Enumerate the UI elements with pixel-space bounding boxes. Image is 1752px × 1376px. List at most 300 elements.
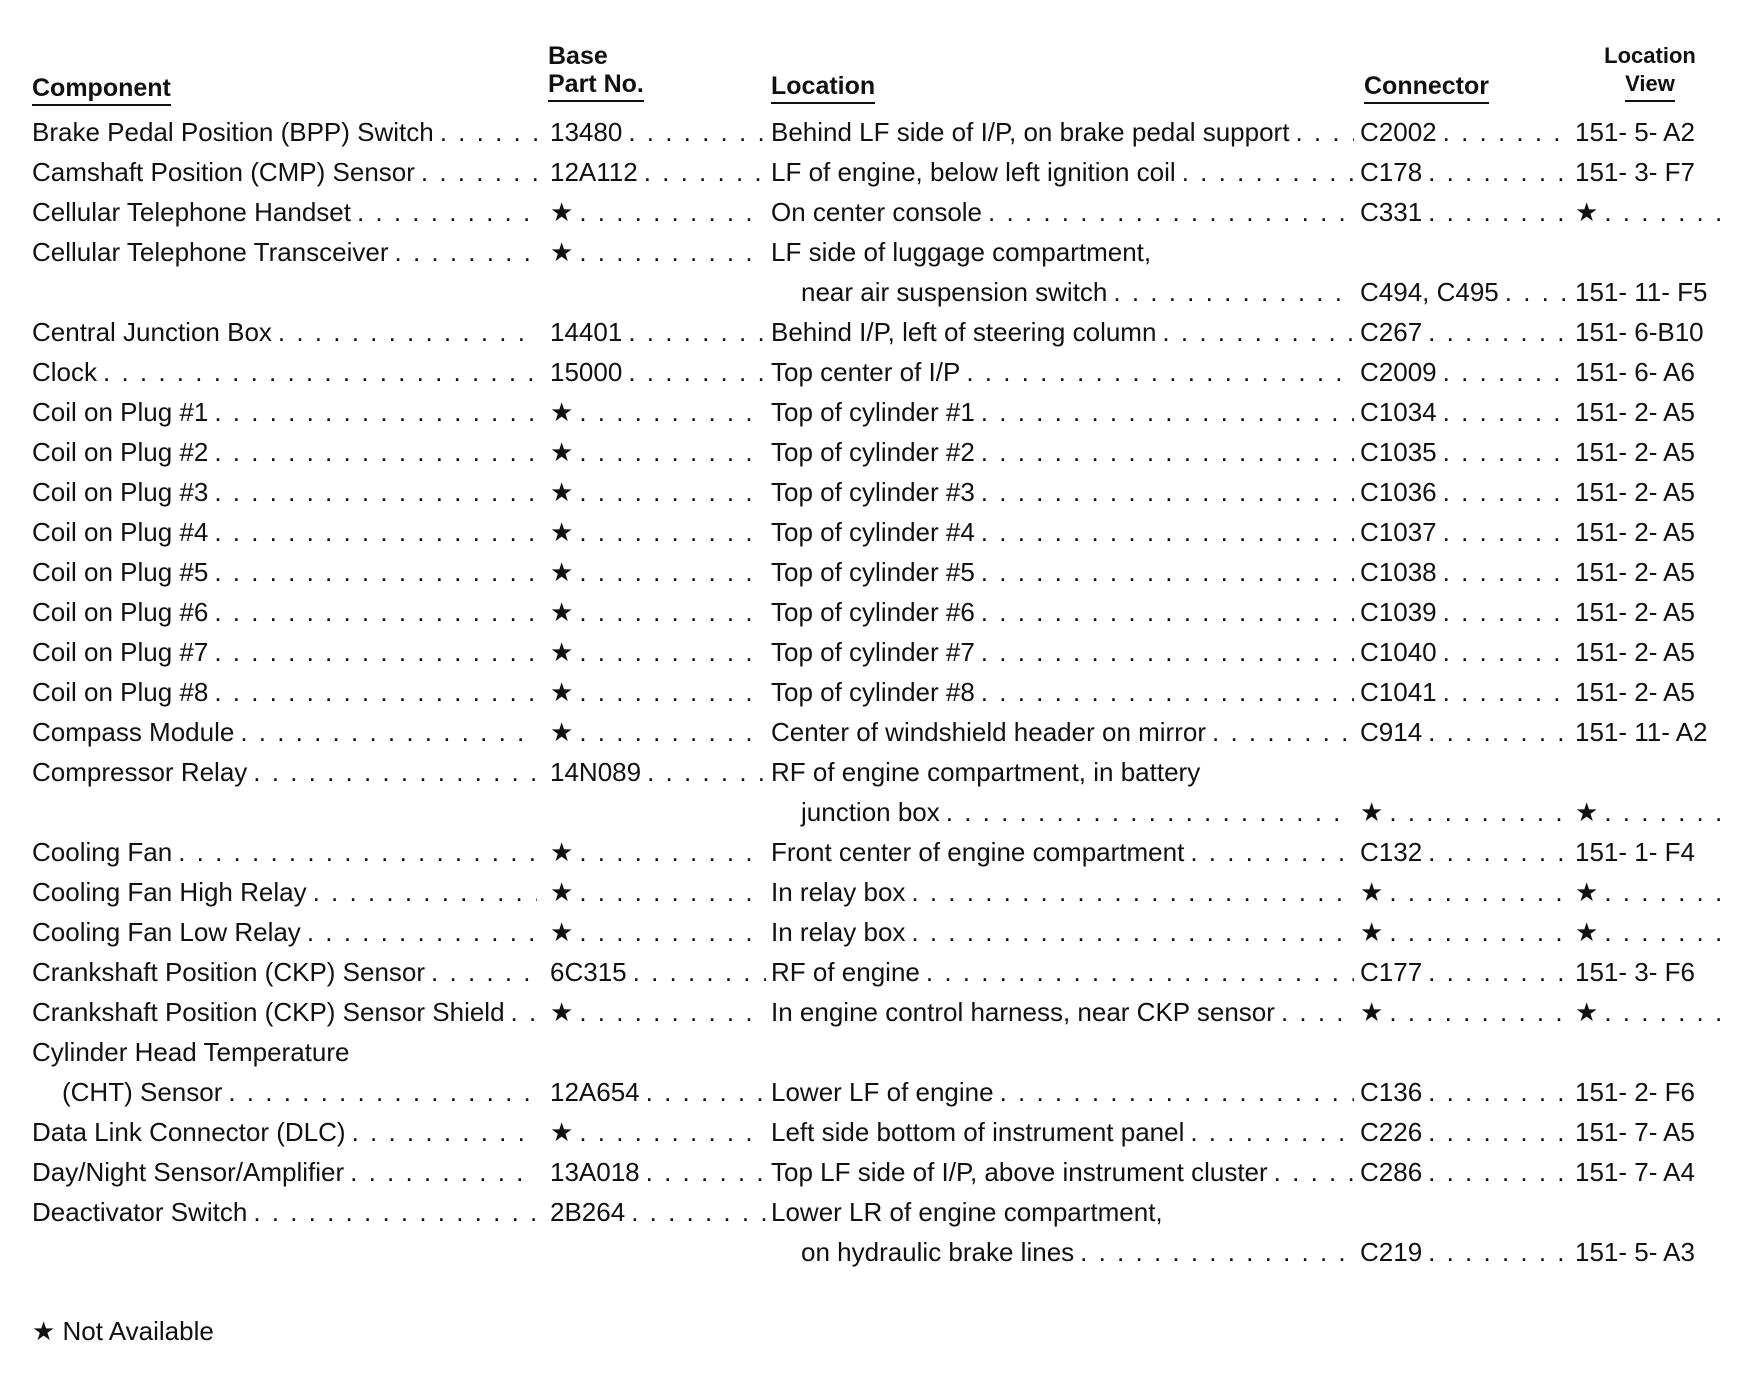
part-number-cell xyxy=(550,392,766,432)
dot-leader xyxy=(421,152,537,192)
location-cell xyxy=(771,392,1354,432)
dot-leader xyxy=(511,992,537,1032)
component-cell xyxy=(32,232,537,272)
component-cell-text: Coil on Plug #6 xyxy=(32,597,209,627)
connector-cell xyxy=(1360,1112,1574,1152)
location-view-cell xyxy=(1575,1152,1725,1192)
component-cell xyxy=(32,552,537,592)
dot-leader xyxy=(1428,312,1574,352)
dot-leader xyxy=(1295,112,1354,152)
component-cell xyxy=(32,512,537,552)
dot-leader xyxy=(1190,832,1354,872)
dot-leader xyxy=(214,392,537,432)
part-number-cell xyxy=(550,272,766,312)
connector-cell-text: ★ xyxy=(1360,877,1384,907)
dot-leader xyxy=(1428,192,1574,232)
table-row xyxy=(0,1232,1752,1272)
connector-cell-text: C136 xyxy=(1360,1077,1423,1107)
location-view-cell xyxy=(1575,672,1725,712)
dot-leader xyxy=(1080,1232,1354,1272)
connector-cell xyxy=(1360,592,1574,632)
dot-leader xyxy=(579,872,766,912)
location-view-cell xyxy=(1575,112,1725,152)
part-number-cell-text: ★ xyxy=(550,437,574,467)
dot-leader xyxy=(1428,832,1574,872)
part-number-cell-text: ★ xyxy=(550,197,574,227)
component-cell-text: Coil on Plug #7 xyxy=(32,637,209,667)
dot-leader xyxy=(1274,1152,1354,1192)
footer-note: ★ Not Available xyxy=(32,1316,214,1346)
component-cell-text: Cooling Fan xyxy=(32,837,173,867)
table-row xyxy=(0,192,1752,232)
component-cell xyxy=(32,352,537,392)
location-cell-text: Left side bottom of instrument panel xyxy=(771,1117,1185,1147)
table-row xyxy=(0,712,1752,752)
dot-leader xyxy=(946,792,1354,832)
part-number-cell-text: ★ xyxy=(550,677,574,707)
part-number-cell xyxy=(550,432,766,472)
location-view-cell xyxy=(1575,152,1725,192)
connector-cell-text: C1038 xyxy=(1360,557,1437,587)
location-view-cell xyxy=(1575,312,1725,352)
dot-leader xyxy=(1443,632,1574,672)
connector-cell-text: C914 xyxy=(1360,717,1423,747)
connector-cell xyxy=(1360,192,1574,232)
dot-leader xyxy=(1190,1112,1354,1152)
location-view-cell xyxy=(1575,232,1725,272)
part-number-cell xyxy=(550,192,766,232)
dot-leader xyxy=(981,592,1354,632)
dot-leader xyxy=(253,1192,537,1232)
part-number-cell xyxy=(550,1112,766,1152)
connector-cell-text: C2002 xyxy=(1360,117,1437,147)
table-row xyxy=(0,1192,1752,1232)
component-cell-text: Coil on Plug #1 xyxy=(32,397,209,427)
dot-leader xyxy=(307,912,537,952)
dot-leader xyxy=(579,592,766,632)
location-view-cell-text: 151- 7- A4 xyxy=(1575,1157,1695,1187)
header-connector: Connector xyxy=(1364,72,1489,104)
dot-leader xyxy=(631,1192,766,1232)
part-number-cell-text: ★ xyxy=(550,877,574,907)
location-view-cell-text: 151- 2- A5 xyxy=(1575,477,1695,507)
connector-cell xyxy=(1360,752,1574,792)
part-number-cell-text: 6C315 xyxy=(550,957,627,987)
component-cell xyxy=(32,712,537,752)
dot-leader xyxy=(1443,392,1574,432)
location-view-cell-text: 151- 3- F6 xyxy=(1575,957,1695,987)
location-cell xyxy=(771,952,1354,992)
location-cell-text: Top center of I/P xyxy=(771,357,961,387)
table-row xyxy=(0,872,1752,912)
table-row xyxy=(0,392,1752,432)
part-number-cell xyxy=(550,712,766,752)
connector-cell xyxy=(1360,512,1574,552)
dot-leader xyxy=(579,232,766,272)
dot-leader xyxy=(1443,552,1574,592)
dot-leader xyxy=(214,552,537,592)
part-number-cell-text: ★ xyxy=(550,237,574,267)
location-view-cell xyxy=(1575,1112,1725,1152)
location-cell-text: Lower LF of engine xyxy=(771,1077,994,1107)
dot-leader xyxy=(981,512,1354,552)
part-number-cell-text: ★ xyxy=(550,1117,574,1147)
location-cell-text: junction box xyxy=(801,797,940,827)
dot-leader xyxy=(214,592,537,632)
location-cell-text: Lower LR of engine compartment, xyxy=(771,1197,1163,1227)
dot-leader xyxy=(1428,1112,1574,1152)
dot-leader xyxy=(981,672,1354,712)
dot-leader xyxy=(579,472,766,512)
table-row xyxy=(0,912,1752,952)
table-row xyxy=(0,632,1752,672)
header-component: Component xyxy=(32,74,171,106)
connector-cell-text: C286 xyxy=(1360,1157,1423,1187)
dot-leader xyxy=(1604,872,1725,912)
component-cell xyxy=(32,872,537,912)
location-view-cell xyxy=(1575,752,1725,792)
location-view-cell-text: 151- 6-B10 xyxy=(1575,317,1704,347)
part-number-cell-text: ★ xyxy=(550,637,574,667)
connector-cell-text: C1040 xyxy=(1360,637,1437,667)
component-cell xyxy=(32,752,537,792)
part-number-cell-text: 14401 xyxy=(550,317,623,347)
dot-leader xyxy=(981,432,1354,472)
table-row xyxy=(0,1032,1752,1072)
connector-cell-text: C331 xyxy=(1360,197,1423,227)
component-cell-text: Brake Pedal Position (BPP) Switch xyxy=(32,117,434,147)
dot-leader xyxy=(633,952,766,992)
connector-cell xyxy=(1360,232,1574,272)
part-number-cell-text: 13480 xyxy=(550,117,623,147)
connector-cell xyxy=(1360,632,1574,672)
component-cell-text: Clock xyxy=(32,357,98,387)
location-cell-text: Center of windshield header on mirror xyxy=(771,717,1206,747)
connector-cell xyxy=(1360,472,1574,512)
part-number-cell-text: 13A018 xyxy=(550,1157,640,1187)
dot-leader xyxy=(1000,1072,1354,1112)
location-cell-text: Top of cylinder #3 xyxy=(771,477,975,507)
connector-cell-text: C1041 xyxy=(1360,677,1437,707)
location-cell xyxy=(771,912,1354,952)
location-cell-text: Top of cylinder #1 xyxy=(771,397,975,427)
table-row xyxy=(0,352,1752,392)
location-cell xyxy=(771,872,1354,912)
component-cell xyxy=(32,112,537,152)
table-row xyxy=(0,432,1752,472)
component-cell xyxy=(32,832,537,872)
location-cell xyxy=(771,632,1354,672)
component-cell-text: Compressor Relay xyxy=(32,757,248,787)
dot-leader xyxy=(1428,712,1574,752)
component-cell xyxy=(32,912,537,952)
component-cell-text: Coil on Plug #4 xyxy=(32,517,209,547)
connector-cell-text: C1035 xyxy=(1360,437,1437,467)
dot-leader xyxy=(644,152,766,192)
dot-leader xyxy=(240,712,537,752)
location-view-cell-text: 151- 2- A5 xyxy=(1575,597,1695,627)
dot-leader xyxy=(911,872,1354,912)
part-number-cell-text: ★ xyxy=(550,477,574,507)
location-cell xyxy=(771,272,1354,312)
header-base-part-no xyxy=(548,42,644,102)
header-location-view-line1: Location xyxy=(1604,43,1696,68)
component-cell xyxy=(32,792,537,832)
location-view-cell xyxy=(1575,1192,1725,1232)
dot-leader xyxy=(628,312,766,352)
part-number-cell-text: 2B264 xyxy=(550,1197,626,1227)
location-cell xyxy=(771,1192,1354,1232)
part-number-cell xyxy=(550,1192,766,1232)
table-row xyxy=(0,952,1752,992)
location-view-cell xyxy=(1575,192,1725,232)
dot-leader xyxy=(214,472,537,512)
table-row xyxy=(0,792,1752,832)
component-cell-text: Day/Night Sensor/Amplifier xyxy=(32,1157,345,1187)
location-cell xyxy=(771,832,1354,872)
connector-cell-text: ★ xyxy=(1360,997,1384,1027)
dot-leader xyxy=(1428,1072,1574,1112)
dot-leader xyxy=(1443,112,1574,152)
dot-leader xyxy=(1443,432,1574,472)
connector-cell-text: C178 xyxy=(1360,157,1423,187)
location-view-cell-text: 151- 5- A3 xyxy=(1575,1237,1695,1267)
dot-leader xyxy=(1428,1152,1574,1192)
component-cell-text: Cellular Telephone Handset xyxy=(32,197,351,227)
location-cell-text: Top of cylinder #6 xyxy=(771,597,975,627)
location-cell-text: LF side of luggage compartment, xyxy=(771,237,1152,267)
component-cell-text: Central Junction Box xyxy=(32,317,272,347)
part-number-cell xyxy=(550,1152,766,1192)
dot-leader xyxy=(313,872,537,912)
location-view-cell xyxy=(1575,912,1725,952)
connector-cell-text: C1034 xyxy=(1360,397,1437,427)
location-view-cell xyxy=(1575,832,1725,872)
connector-cell xyxy=(1360,1072,1574,1112)
component-cell xyxy=(32,472,537,512)
location-view-cell xyxy=(1575,432,1725,472)
location-view-cell xyxy=(1575,632,1725,672)
dot-leader xyxy=(1443,472,1574,512)
dot-leader xyxy=(1182,152,1354,192)
component-cell-text: Coil on Plug #5 xyxy=(32,557,209,587)
dot-leader xyxy=(579,1112,766,1152)
dot-leader xyxy=(1443,512,1574,552)
location-cell-text: RF of engine xyxy=(771,957,920,987)
dot-leader xyxy=(1443,352,1574,392)
table-row xyxy=(0,152,1752,192)
connector-cell xyxy=(1360,912,1574,952)
component-cell xyxy=(32,1192,537,1232)
dot-leader xyxy=(1443,672,1574,712)
dot-leader xyxy=(926,952,1354,992)
location-view-cell xyxy=(1575,512,1725,552)
dot-leader xyxy=(579,512,766,552)
location-view-cell-text: 151- 2- A5 xyxy=(1575,637,1695,667)
dot-leader xyxy=(350,1152,537,1192)
dot-leader xyxy=(981,472,1354,512)
connector-cell-text: C2009 xyxy=(1360,357,1437,387)
component-cell-text: Compass Module xyxy=(32,717,235,747)
dot-leader xyxy=(357,192,537,232)
location-cell xyxy=(771,752,1354,792)
location-cell-text: LF of engine, below left ignition coil xyxy=(771,157,1176,187)
location-cell xyxy=(771,152,1354,192)
dot-leader xyxy=(646,1072,766,1112)
connector-cell xyxy=(1360,352,1574,392)
location-cell xyxy=(771,472,1354,512)
part-number-cell xyxy=(550,832,766,872)
dot-leader xyxy=(579,832,766,872)
location-view-cell-text: ★ xyxy=(1575,997,1599,1027)
part-number-cell xyxy=(550,552,766,592)
table-row xyxy=(0,992,1752,1032)
location-cell xyxy=(771,512,1354,552)
dot-leader xyxy=(1389,872,1574,912)
dot-leader xyxy=(214,432,537,472)
connector-cell xyxy=(1360,432,1574,472)
connector-cell-text: C1039 xyxy=(1360,597,1437,627)
dot-leader xyxy=(1428,152,1574,192)
dot-leader xyxy=(911,912,1354,952)
location-cell-text: Top LF side of I/P, above instrument cluster xyxy=(771,1157,1268,1187)
part-number-cell xyxy=(550,152,766,192)
component-cell xyxy=(32,432,537,472)
component-cell-text: Cooling Fan High Relay xyxy=(32,877,307,907)
location-view-cell-text: 151- 3- F7 xyxy=(1575,157,1695,187)
location-cell-text: Front center of engine compartment xyxy=(771,837,1185,867)
connector-cell-text: C226 xyxy=(1360,1117,1423,1147)
table-row xyxy=(0,1112,1752,1152)
part-number-cell xyxy=(550,592,766,632)
location-view-cell-text: 151- 2- A5 xyxy=(1575,677,1695,707)
table-row xyxy=(0,312,1752,352)
component-cell xyxy=(32,1112,537,1152)
dot-leader xyxy=(1604,992,1725,1032)
dot-leader xyxy=(352,1112,537,1152)
dot-leader xyxy=(1604,792,1725,832)
header-location: Location xyxy=(771,72,875,104)
connector-cell xyxy=(1360,1232,1574,1272)
connector-cell-text: ★ xyxy=(1360,797,1384,827)
location-view-cell-text: ★ xyxy=(1575,197,1599,227)
header-location-view xyxy=(1590,42,1710,102)
table-row xyxy=(0,672,1752,712)
component-cell xyxy=(32,1232,537,1272)
table-row xyxy=(0,592,1752,632)
component-cell-text: Coil on Plug #2 xyxy=(32,437,209,467)
dot-leader xyxy=(1389,912,1574,952)
component-cell xyxy=(32,192,537,232)
connector-cell xyxy=(1360,272,1574,312)
location-view-cell xyxy=(1575,992,1725,1032)
component-cell-text: Coil on Plug #3 xyxy=(32,477,209,507)
location-cell-text: In relay box xyxy=(771,917,906,947)
dot-leader xyxy=(214,672,537,712)
part-number-cell xyxy=(550,1232,766,1272)
location-cell xyxy=(771,592,1354,632)
component-cell-text: Coil on Plug #8 xyxy=(32,677,209,707)
connector-cell xyxy=(1360,112,1574,152)
dot-leader xyxy=(1281,992,1354,1032)
location-view-cell-text: ★ xyxy=(1575,797,1599,827)
location-cell-text: Behind I/P, left of steering column xyxy=(771,317,1157,347)
part-number-cell xyxy=(550,752,766,792)
dot-leader xyxy=(966,352,1354,392)
component-cell-text: Crankshaft Position (CKP) Sensor Shield xyxy=(32,997,505,1027)
part-number-cell xyxy=(550,472,766,512)
location-cell xyxy=(771,352,1354,392)
component-cell xyxy=(32,392,537,432)
connector-cell xyxy=(1360,672,1574,712)
location-cell xyxy=(771,992,1354,1032)
dot-leader xyxy=(579,552,766,592)
part-number-cell xyxy=(550,1032,766,1072)
dot-leader xyxy=(579,392,766,432)
connector-cell xyxy=(1360,152,1574,192)
location-view-cell xyxy=(1575,952,1725,992)
component-cell xyxy=(32,1152,537,1192)
part-number-cell xyxy=(550,992,766,1032)
table-row xyxy=(0,472,1752,512)
location-view-cell-text: 151- 7- A5 xyxy=(1575,1117,1695,1147)
connector-cell xyxy=(1360,1192,1574,1232)
location-view-cell xyxy=(1575,1032,1725,1072)
part-number-cell-text: ★ xyxy=(550,397,574,427)
dot-leader xyxy=(214,632,537,672)
component-cell-text: (CHT) Sensor xyxy=(62,1077,223,1107)
table-row xyxy=(0,1072,1752,1112)
component-cell xyxy=(32,152,537,192)
location-cell-text: In relay box xyxy=(771,877,906,907)
connector-cell xyxy=(1360,712,1574,752)
dot-leader xyxy=(1604,192,1725,232)
dot-leader xyxy=(579,672,766,712)
connector-cell-text: C1037 xyxy=(1360,517,1437,547)
connector-cell-text: ★ xyxy=(1360,917,1384,947)
header-base-part-no-line1: Base xyxy=(548,42,608,70)
location-view-cell xyxy=(1575,592,1725,632)
location-view-cell xyxy=(1575,1232,1725,1272)
location-cell xyxy=(771,112,1354,152)
connector-cell xyxy=(1360,832,1574,872)
component-cell xyxy=(32,1072,537,1112)
table-row xyxy=(0,1152,1752,1192)
location-cell xyxy=(771,312,1354,352)
location-cell-text: Top of cylinder #7 xyxy=(771,637,975,667)
dot-leader xyxy=(647,752,766,792)
dot-leader xyxy=(981,392,1354,432)
location-view-cell-text: 151- 2- F6 xyxy=(1575,1077,1695,1107)
location-cell-text: In engine control harness, near CKP sensor xyxy=(771,997,1275,1027)
connector-cell-text: C1036 xyxy=(1360,477,1437,507)
connector-cell xyxy=(1360,552,1574,592)
location-view-cell xyxy=(1575,872,1725,912)
location-view-cell-text: ★ xyxy=(1575,917,1599,947)
location-cell-text: Behind LF side of I/P, on brake pedal support xyxy=(771,117,1290,147)
dot-leader xyxy=(646,1152,766,1192)
part-number-cell-text: 12A112 xyxy=(550,157,638,187)
component-cell xyxy=(32,592,537,632)
location-view-cell xyxy=(1575,712,1725,752)
component-cell xyxy=(32,312,537,352)
table-row xyxy=(0,752,1752,792)
dot-leader xyxy=(579,432,766,472)
table-row xyxy=(0,512,1752,552)
connector-cell xyxy=(1360,872,1574,912)
location-cell-text: On center console xyxy=(771,197,983,227)
connector-cell xyxy=(1360,952,1574,992)
